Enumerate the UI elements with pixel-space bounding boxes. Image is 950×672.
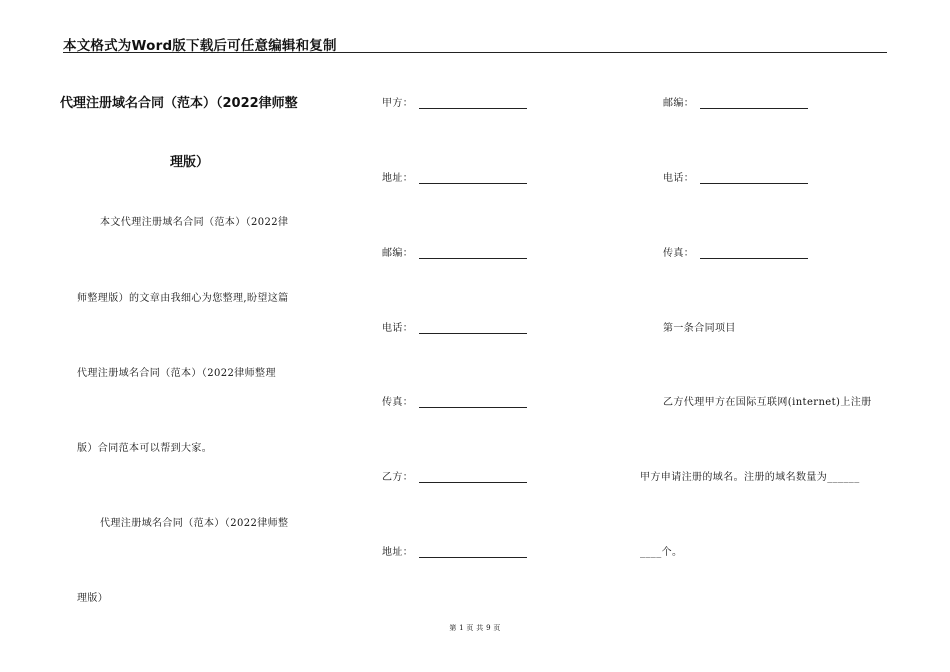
clause-line-3: ____个。: [640, 547, 683, 558]
document-title-line-2: 理版）: [170, 155, 210, 170]
intro-paragraph-line-4: 版）合同范本可以帮到大家。: [77, 443, 213, 454]
party-a-label: 甲方：: [382, 98, 414, 109]
postcode-field: [382, 244, 527, 259]
intro-paragraph-line-1: 本文代理注册域名合同（范本）（2022律: [100, 217, 289, 228]
fax-blank[interactable]: [419, 397, 527, 408]
address-label: 地址：: [382, 173, 414, 184]
address-field-b: [382, 543, 527, 558]
party-b-blank[interactable]: [419, 472, 527, 483]
address-field: [382, 169, 527, 184]
address-b-blank[interactable]: [419, 547, 527, 558]
phone-blank[interactable]: [419, 323, 527, 334]
header-title: 本文格式为Word版下载后可任意编辑和复制: [63, 38, 337, 54]
document-title-line-1: 代理注册域名合同（范本）（2022律师整: [60, 96, 298, 111]
party-a-blank[interactable]: [419, 98, 527, 109]
postcode-label: 邮编：: [382, 248, 414, 259]
header-divider: [63, 52, 887, 53]
fax-field: [382, 393, 527, 408]
phone-label: 电话：: [382, 323, 414, 334]
postcode-field-right: [663, 94, 808, 109]
phone-field: [382, 319, 527, 334]
clause-line-1: 乙方代理甲方在国际互联网(internet)上注册: [663, 397, 872, 408]
fax-right-blank[interactable]: [700, 248, 808, 259]
party-b-field: [382, 468, 527, 483]
intro-paragraph-line-5: 代理注册域名合同（范本）（2022律师整: [100, 518, 289, 529]
fax-right-label: 传真：: [663, 248, 695, 259]
section-heading: 第一条合同项目: [663, 323, 736, 334]
address-b-label: 地址：: [382, 547, 414, 558]
party-b-label: 乙方：: [382, 472, 414, 483]
postcode-right-blank[interactable]: [700, 98, 808, 109]
fax-field-right: [663, 244, 808, 259]
phone-right-blank[interactable]: [700, 173, 808, 184]
fax-label: 传真：: [382, 397, 414, 408]
postcode-right-label: 邮编：: [663, 98, 695, 109]
intro-paragraph-line-2: 师整理版）的文章由我细心为您整理,盼望这篇: [77, 293, 289, 304]
intro-paragraph-line-6: 理版）: [77, 593, 109, 604]
page-number: 第 1 页 共 9 页: [449, 624, 501, 632]
clause-line-2: 甲方申请注册的域名。注册的域名数量为______: [640, 472, 860, 483]
phone-field-right: [663, 169, 808, 184]
address-blank[interactable]: [419, 173, 527, 184]
phone-right-label: 电话：: [663, 173, 695, 184]
party-a-field: [382, 94, 527, 109]
postcode-blank[interactable]: [419, 248, 527, 259]
intro-paragraph-line-3: 代理注册域名合同（范本）（2022律师整理: [77, 368, 276, 379]
